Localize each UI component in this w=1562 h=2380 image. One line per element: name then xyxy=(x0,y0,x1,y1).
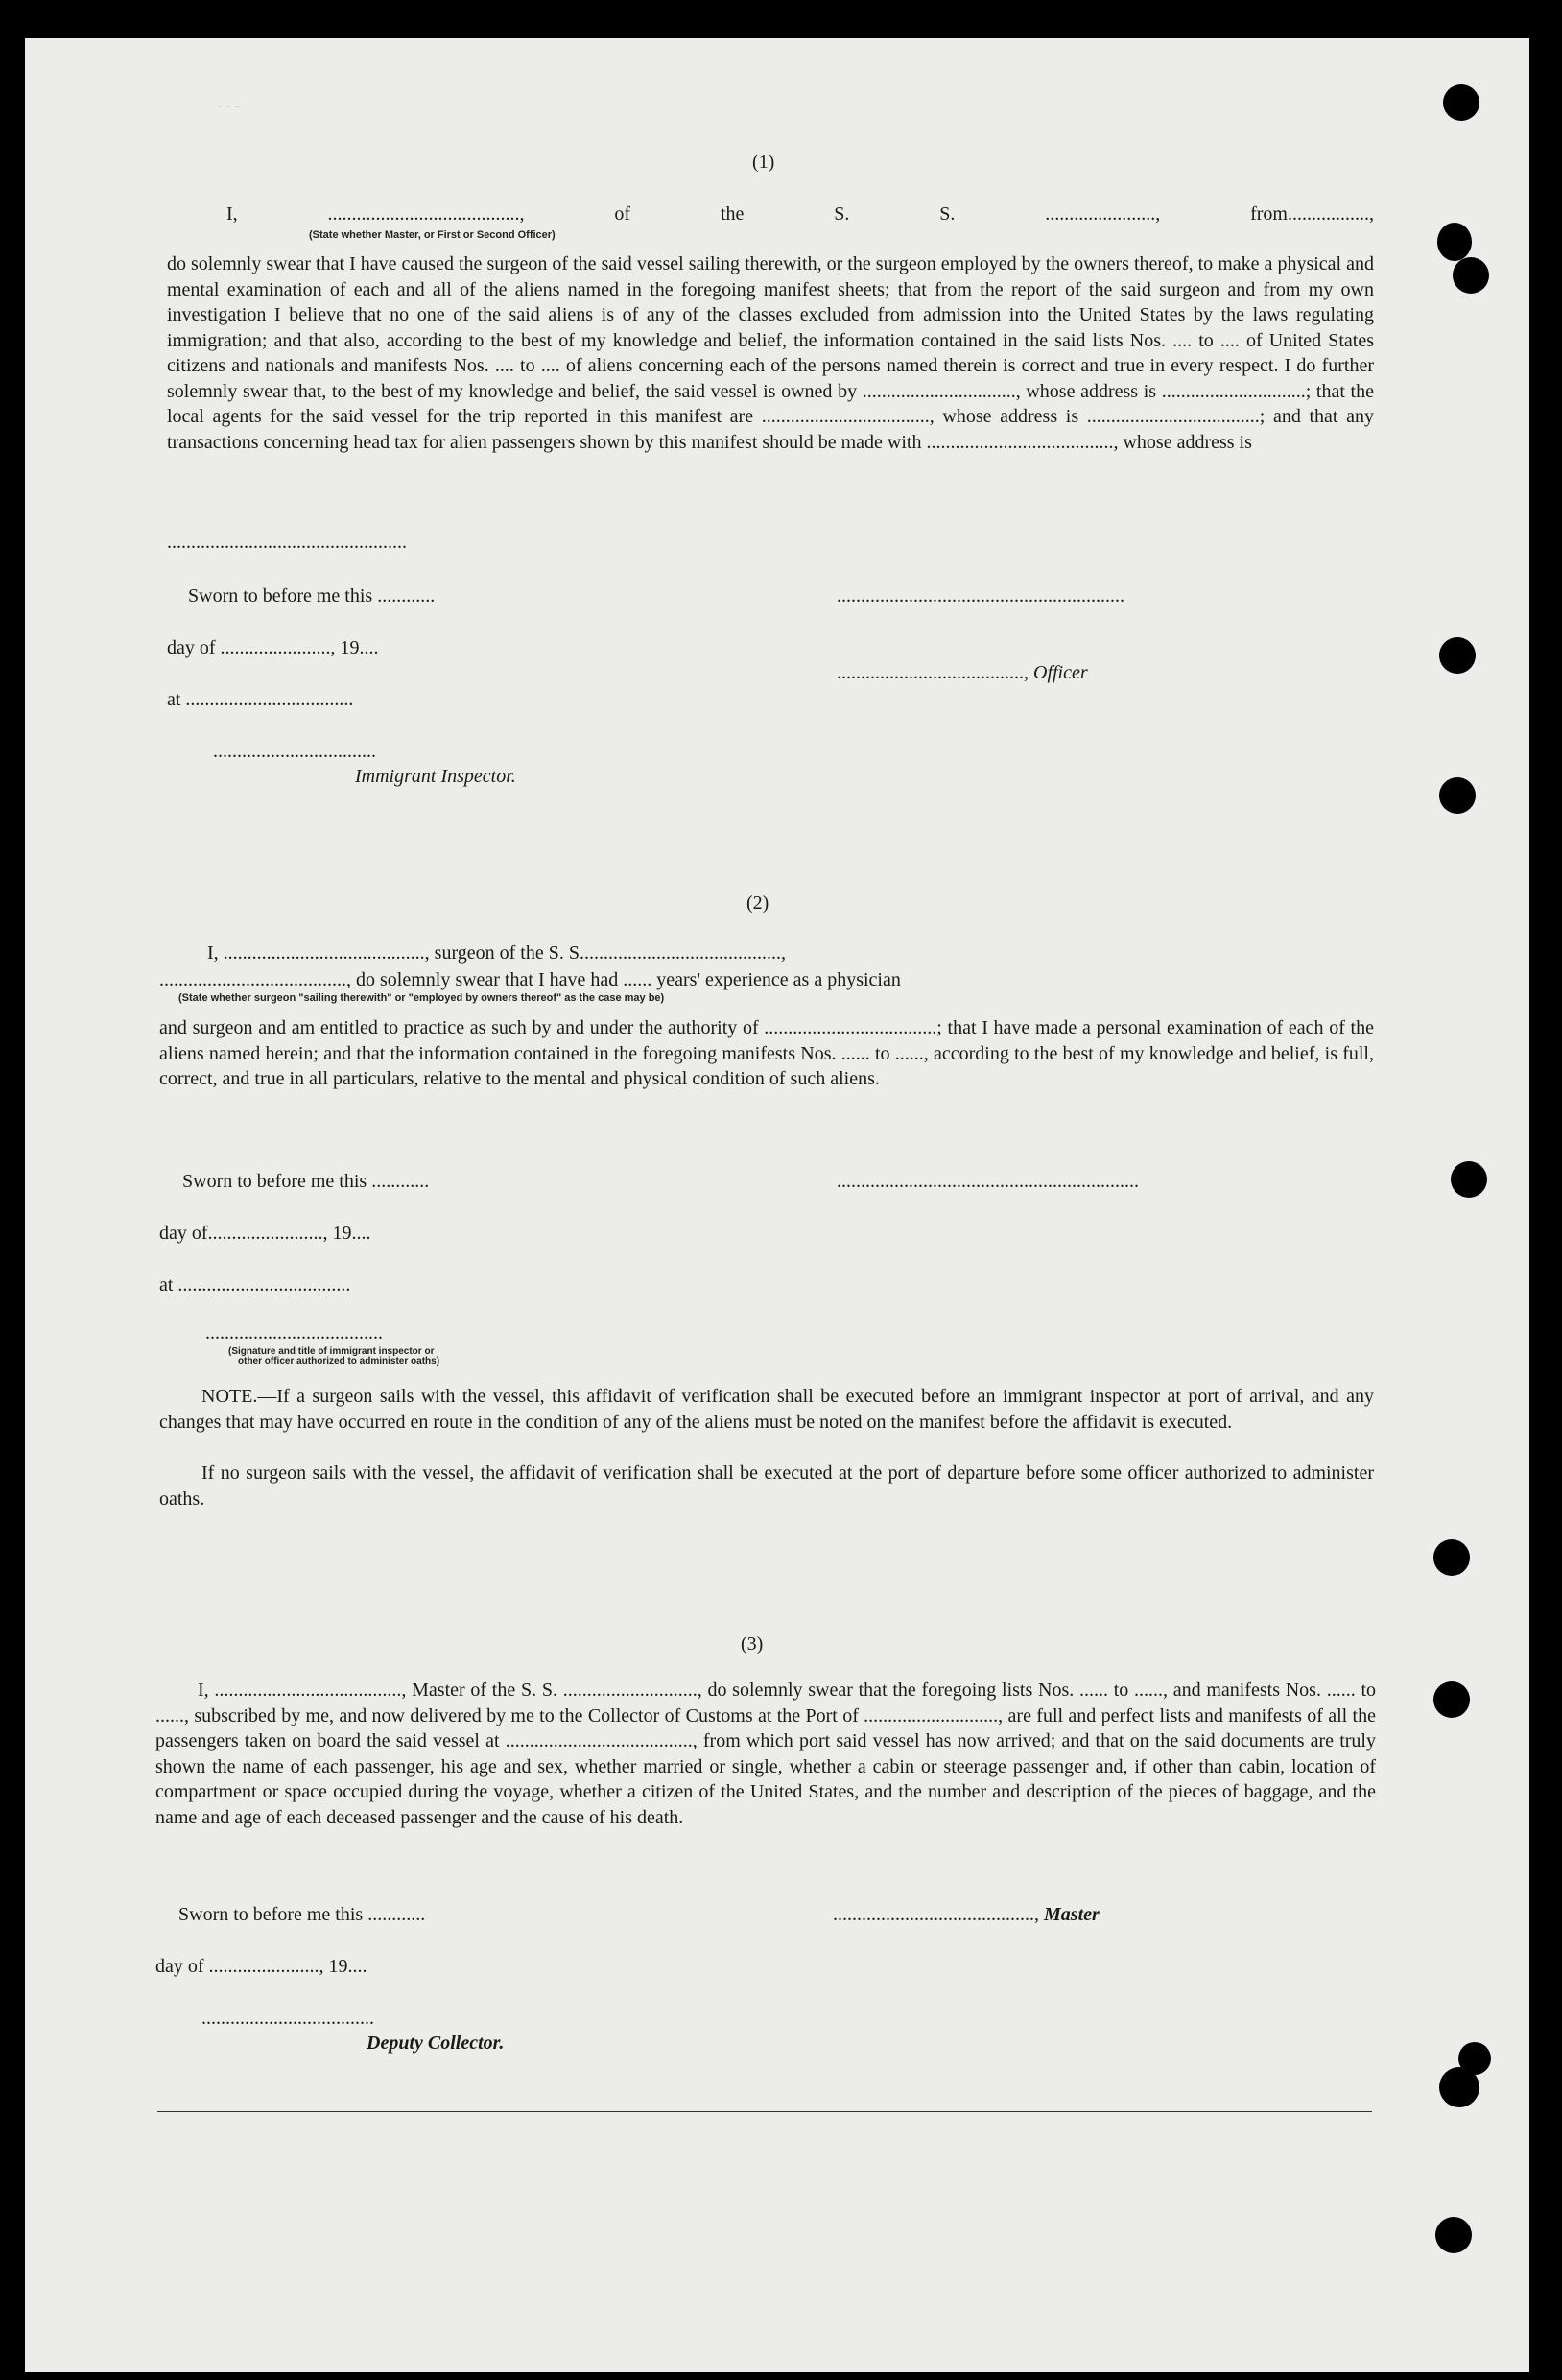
section-2-signature-note-1: (Signature and title of immigrant inspector or xyxy=(228,1346,435,1357)
section-2-role-note: (State whether surgeon "sailing therewith" or "employed by owners thereof" as the case may be) xyxy=(178,992,665,1004)
master-dots: .........................................., xyxy=(833,1904,1039,1925)
section-1-signature-line: ............................................................ xyxy=(837,585,1124,607)
binder-hole-icon xyxy=(1439,777,1476,814)
margin-marks: - - - xyxy=(217,98,240,114)
binder-hole-icon xyxy=(1458,2042,1491,2075)
section-2-at-line: at .................................... xyxy=(159,1274,351,1296)
section-2-signature-dots: ..................................... xyxy=(205,1322,383,1344)
section-3-master-line xyxy=(833,1902,1100,1928)
section-1-inspector-label: Immigrant Inspector. xyxy=(355,766,516,787)
section-2-note-2: If no surgeon sails with the vessel, the affidavit of verification shall be executed at the port of departure before some officer authorized to administer oaths. xyxy=(159,1463,1374,1510)
section-1-tail-dots: .................................................. xyxy=(167,532,407,553)
section-1-sworn-line: Sworn to before me this ............ xyxy=(188,585,436,607)
section-2-signature-line: ............................................................... xyxy=(837,1171,1139,1192)
section-3-number: (3) xyxy=(741,1633,764,1654)
section-2-note xyxy=(159,1384,1374,1435)
bottom-rule xyxy=(157,2111,1372,2112)
section-1-line-1: I, ........................................, of the S. S. ......................., from................., xyxy=(226,203,1374,225)
section-2-number: (2) xyxy=(746,892,769,914)
section-1-officer-line xyxy=(837,660,1088,686)
section-1-day-line: day of ......................., 19.... xyxy=(167,637,379,658)
binder-hole-icon xyxy=(1433,1539,1470,1576)
section-1-oath-paragraph: do solemnly swear that I have caused the surgeon of the said vessel sailing therewith, or the surgeon employed by the owners thereof, to make a physical and mental examination of each and all of the aliens named in the foregoing manifest sheets; that from the report of the said surgeon and from my own investigation I believe that no one of the said aliens is of any of the classes excluded from admission into the United States by the laws regulating immigration; and that also, according to the best of my knowledge and belief, the information contained in the said lists Nos. .... to .... of United States citizens and nationals and manifests Nos. .... to .... of aliens concerning each of the persons named therein is correct and true in every respect. I do further solemnly swear that, to the best of my knowledge and belief, the said vessel is owned by ................................, whose address is ..............................; that the local agents for the said vessel for the trip reported in this manifest are ..................................., whose address is ....................................; and that any transactions concerning head tax for alien passengers shown by this manifest should be made with ......................................., whose address is xyxy=(167,253,1374,453)
section-2-signature-note-2: other officer authorized to administer oaths) xyxy=(238,1356,440,1367)
section-2-oath-paragraph: and surgeon and am entitled to practice as such by and under the authority of ....................................; that I have made a personal examination of each of the aliens named herein; and that the information contained in the foregoing manifests Nos. ...... to ......, according to the best of my knowledge and belief, is full, correct, and true in all particulars, relative to the mental and physical condition of such aliens. xyxy=(159,1017,1374,1089)
section-2-line-1: I, .........................................., surgeon of the S. S.........................................., xyxy=(207,942,786,964)
binder-hole-icon xyxy=(1435,2217,1472,2253)
binder-hole-icon xyxy=(1439,637,1476,674)
section-2-sworn-line: Sworn to before me this ............ xyxy=(182,1171,430,1192)
section-1-inspector-dots: .................................. xyxy=(213,741,376,762)
manifest-page xyxy=(25,38,1529,2372)
section-3-oath-paragraph: I, ......................................., Master of the S. S. ............................, do solemnly swear that the foregoing lists Nos. ...... to ......, and manifests Nos. ...... to ......, subscribed by me, and now delivered by me to the Collector of Customs at the Port of ............................, are full and perfect lists and manifests of all the passengers taken on board the said vessel at ......................................., from which port said vessel has now arrived; and that on the said documents are truly shown the name of each passenger, his age and sex, whether married or single, whether a cabin or steerage passenger and, if other than cabin, location of compartment or space occupied during the voyage, whether a citizen of the United States, and the number and description of the pieces of baggage, and the name and age of each deceased passenger and the cause of his death. xyxy=(155,1679,1376,1828)
section-2-day-line: day of........................, 19.... xyxy=(159,1223,371,1244)
note-label: NOTE. xyxy=(201,1386,258,1407)
binder-hole-icon xyxy=(1437,223,1472,261)
binder-hole-icon xyxy=(1453,257,1489,294)
master-label: Master xyxy=(1044,1904,1100,1925)
section-2-line-2: ......................................., do solemnly swear that I have had ...... years' experience as a physician xyxy=(159,969,901,990)
note-text: —If a surgeon sails with the vessel, this affidavit of verification shall be executed before an immigrant inspector at port of arrival, and any changes that may have occurred en route in the condition of any of the aliens must be noted on the manifest before the affidavit is executed. xyxy=(159,1386,1374,1433)
officer-label: Officer xyxy=(1033,662,1088,683)
officer-dots: ......................................., xyxy=(837,662,1029,683)
binder-hole-icon xyxy=(1443,84,1479,121)
section-3-sworn-line: Sworn to before me this ............ xyxy=(178,1904,426,1925)
binder-hole-icon xyxy=(1451,1161,1487,1198)
section-1-at-line: at ................................... xyxy=(167,689,354,710)
binder-hole-icon xyxy=(1433,1681,1470,1718)
section-3-day-line: day of ......................., 19.... xyxy=(155,1956,367,1977)
section-1-role-note: (State whether Master, or First or Second Officer) xyxy=(309,229,556,241)
section-3-deputy-label: Deputy Collector. xyxy=(367,2033,505,2054)
section-1-number: (1) xyxy=(752,152,775,173)
section-3-deputy-dots: .................................... xyxy=(201,2008,374,2029)
